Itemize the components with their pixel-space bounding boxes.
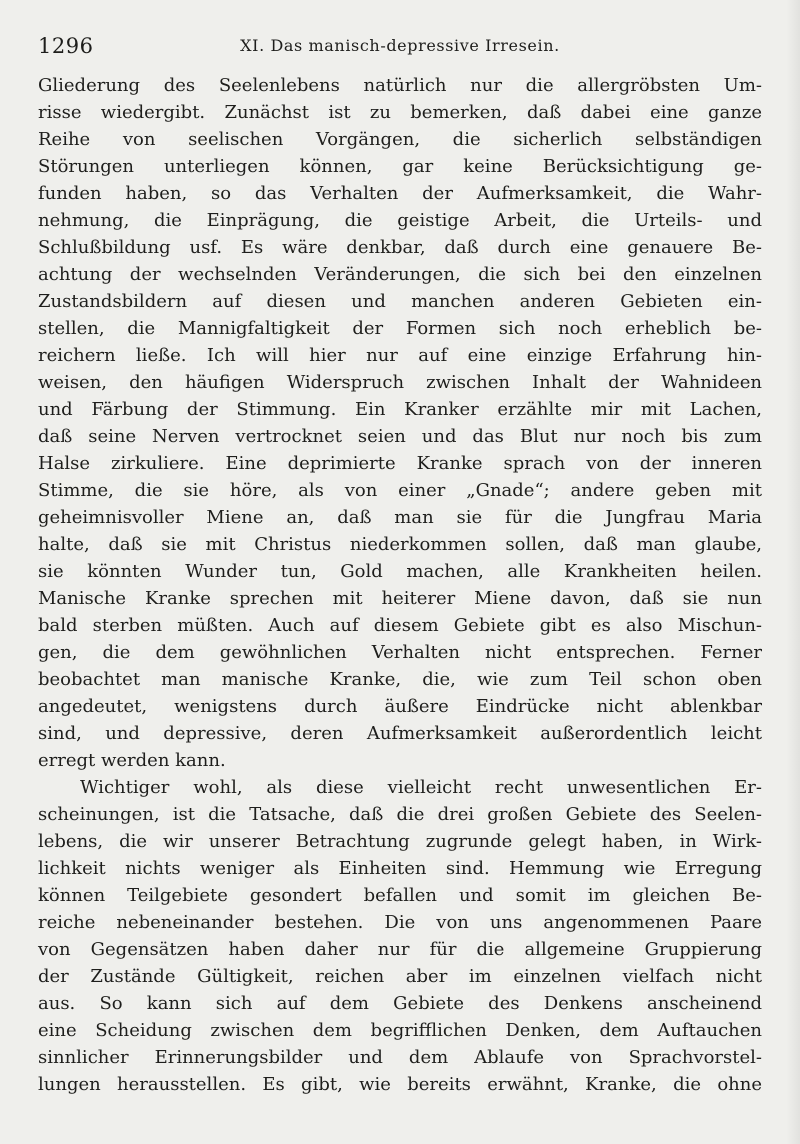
text-line: geheimnisvoller Miene an, daß man sie für die Jungfrau Maria	[38, 507, 762, 528]
text-line: Gliederung des Seelenlebens natürlich nur die allergröbsten Um-	[38, 75, 762, 96]
text-line: scheinungen, ist die Tatsache, daß die drei großen Gebiete des Seelen-	[38, 804, 762, 825]
text-line: weisen, den häufigen Widerspruch zwischen Inhalt der Wahnideen	[38, 372, 762, 393]
text-line: Schlußbildung usf. Es wäre denkbar, daß durch eine genauere Be-	[38, 237, 762, 258]
text-line: nehmung, die Einprägung, die geistige Arbeit, die Urteils- und	[38, 210, 762, 231]
body-text	[38, 72, 762, 1098]
text-line: sind, und depressive, deren Aufmerksamkeit außerordentlich leicht	[38, 723, 762, 744]
paragraph-end-line: erregt werden kann.	[38, 750, 226, 771]
text-line: sie könnten Wunder tun, Gold machen, alle Krankheiten heilen.	[38, 561, 762, 582]
page-edge-shadow	[786, 0, 800, 1144]
text-line: gen, die dem gewöhnlichen Verhalten nicht entsprechen. Ferner	[38, 642, 762, 663]
page-number: 1296	[38, 34, 94, 58]
text-line: Störungen unterliegen können, gar keine Berücksichtigung ge-	[38, 156, 762, 177]
text-line: aus. So kann sich auf dem Gebiete des Denkens anscheinend	[38, 993, 762, 1014]
text-line: und Färbung der Stimmung. Ein Kranker erzählte mir mit Lachen,	[38, 399, 762, 420]
text-line: Stimme, die sie höre, als von einer „Gnade“; andere geben mit	[38, 480, 762, 501]
text-line: bald sterben müßten. Auch auf diesem Gebiete gibt es also Mischun-	[38, 615, 762, 636]
text-line: von Gegensätzen haben daher nur für die allgemeine Gruppierung	[38, 939, 762, 960]
page-header	[38, 34, 762, 58]
text-line: der Zustände Gültigkeit, reichen aber im einzelnen vielfach nicht	[38, 966, 762, 987]
text-line: stellen, die Mannigfaltigkeit der Formen sich noch erheblich be-	[38, 318, 762, 339]
text-line: Zustandsbildern auf diesen und manchen anderen Gebieten ein-	[38, 291, 762, 312]
text-line: halte, daß sie mit Christus niederkommen sollen, daß man glaube,	[38, 534, 762, 555]
running-head: XI. Das manisch-depressive Irresein.	[240, 36, 560, 55]
text-line: sinnlicher Erinnerungsbilder und dem Ablaufe von Sprachvorstel-	[38, 1047, 762, 1068]
text-line: Halse zirkuliere. Eine deprimierte Kranke sprach von der inneren	[38, 453, 762, 474]
paragraph-first-line: Wichtiger wohl, als diese vielleicht recht unwesentlichen Er-	[80, 777, 762, 798]
text-line: Reihe von seelischen Vorgängen, die sicherlich selbständigen	[38, 129, 762, 150]
text-line: können Teilgebiete gesondert befallen und somit im gleichen Be-	[38, 885, 762, 906]
text-line: funden haben, so das Verhalten der Aufmerksamkeit, die Wahr-	[38, 183, 762, 204]
text-line: reichern ließe. Ich will hier nur auf eine einzige Erfahrung hin-	[38, 345, 762, 366]
text-line: beobachtet man manische Kranke, die, wie zum Teil schon oben	[38, 669, 762, 690]
text-line: achtung der wechselnden Veränderungen, die sich bei den einzelnen	[38, 264, 762, 285]
text-line: daß seine Nerven vertrocknet seien und das Blut nur noch bis zum	[38, 426, 762, 447]
text-line: reiche nebeneinander bestehen. Die von uns angenommenen Paare	[38, 912, 762, 933]
text-line: lebens, die wir unserer Betrachtung zugrunde gelegt haben, in Wirk-	[38, 831, 762, 852]
text-line: lungen herausstellen. Es gibt, wie bereits erwähnt, Kranke, die ohne	[38, 1074, 762, 1095]
text-line: Manische Kranke sprechen mit heiterer Miene davon, daß sie nun	[38, 588, 762, 609]
text-line: eine Scheidung zwischen dem begrifflichen Denken, dem Auftauchen	[38, 1020, 762, 1041]
text-line: risse wiedergibt. Zunächst ist zu bemerken, daß dabei eine ganze	[38, 102, 762, 123]
text-line: angedeutet, wenigstens durch äußere Eindrücke nicht ablenkbar	[38, 696, 762, 717]
text-line: lichkeit nichts weniger als Einheiten sind. Hemmung wie Erregung	[38, 858, 762, 879]
